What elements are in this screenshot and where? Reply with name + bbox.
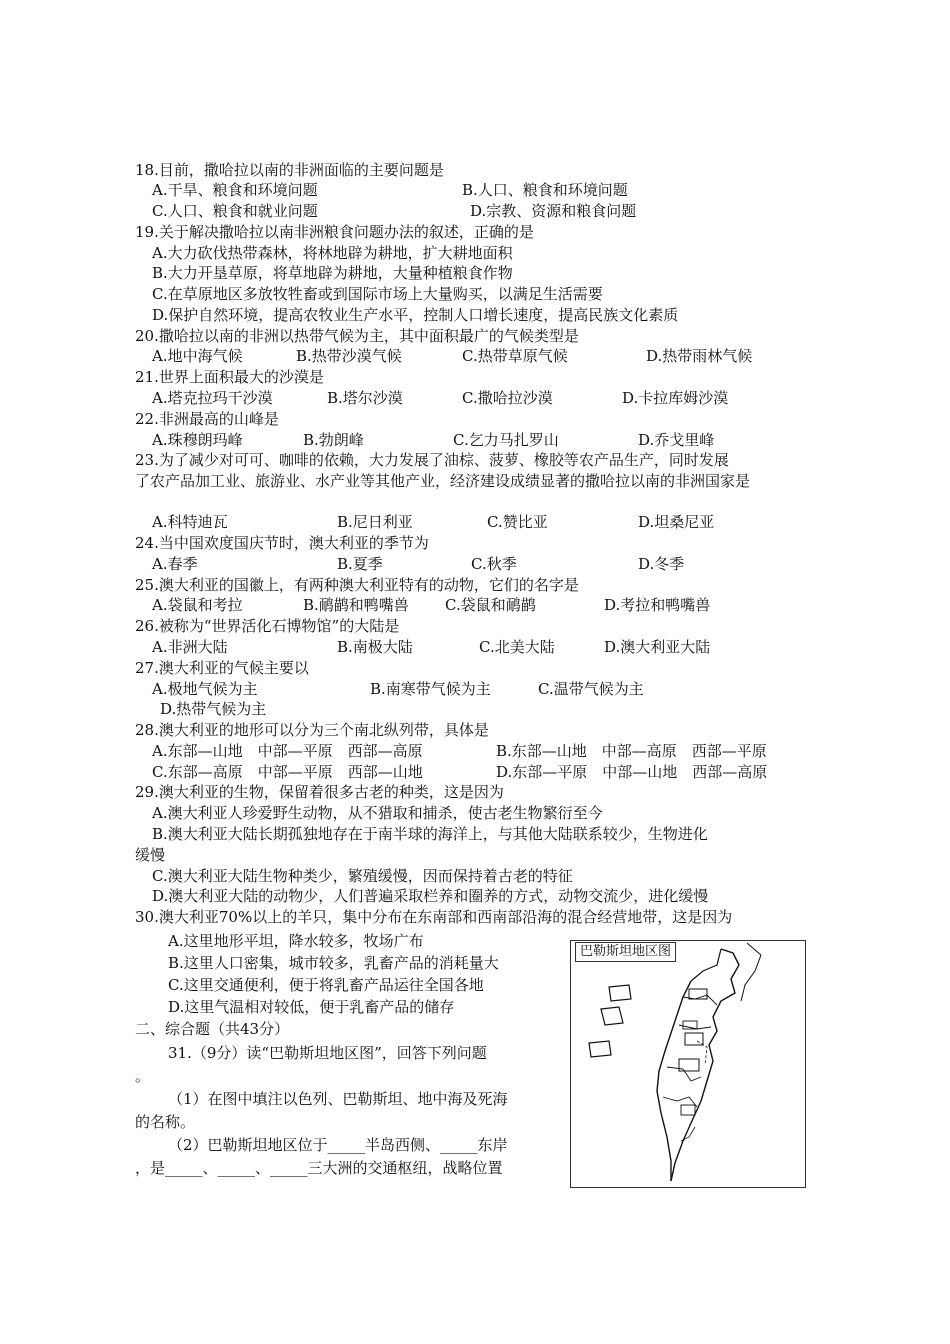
q22-option-c: C.乞力马扎罗山 xyxy=(453,431,559,449)
q21-option-b: B.塔尔沙漠 xyxy=(327,389,403,407)
q21-option-d: D.卡拉库姆沙漠 xyxy=(622,389,729,407)
q28-option-c: C.东部—高原 中部—平原 西部—山地 xyxy=(152,763,423,781)
q23-stem: 23.为了减少对可可、咖啡的依赖，大力发展了油棕、菠萝、橡胶等农产品生产，同时发展 xyxy=(135,451,729,469)
q18-stem: 18.目前，撒哈拉以南的非洲面临的主要问题是 xyxy=(135,161,444,179)
q30-option-b: B.这里人口密集，城市较多，乳畜产品的消耗量大 xyxy=(168,954,499,972)
section-heading: 二、综合题（共43分） xyxy=(135,1020,290,1038)
q28-option-a: A.东部—山地 中部—平原 西部—高原 xyxy=(152,742,423,760)
q29-stem: 29.澳大利亚的生物，保留着很多古老的种类，这是因为 xyxy=(135,783,504,801)
q25-option-c: C.袋鼠和鸸鹋 xyxy=(445,596,536,614)
q23-option-a: A.科特迪瓦 xyxy=(152,513,228,531)
q25-option-b: B.鸸鹋和鸭嘴兽 xyxy=(303,596,409,614)
q18-option-c: C.人口、粮食和就业问题 xyxy=(152,202,318,220)
q21-option-a: A.塔克拉玛干沙漠 xyxy=(152,389,273,407)
q22-stem: 22.非洲最高的山峰是 xyxy=(135,410,279,428)
q27-option-b: B.南寒带气候为主 xyxy=(370,680,491,698)
q21-stem: 21.世界上面积最大的沙漠是 xyxy=(135,368,324,386)
q28-option-d: D.东部—平原 中部—山地 西部—高原 xyxy=(496,763,768,781)
q18-option-b: B.人口、粮食和环境问题 xyxy=(462,181,628,199)
map-title: 巴勒斯坦地区图 xyxy=(575,942,676,962)
q23-stem-cont: 了农产品加工业、旅游业、水产业等其他产业，经济建设成绩显著的撒哈拉以南的非洲国家是 xyxy=(135,472,751,490)
q22-option-a: A.珠穆朗玛峰 xyxy=(152,431,243,449)
q18-option-a: A.干旱、粮食和环境问题 xyxy=(152,181,318,199)
q20-option-b: B.热带沙漠气候 xyxy=(296,347,402,365)
q31-stem: 31.（9分）读“巴勒斯坦地区图”，回答下列问题 xyxy=(168,1044,487,1062)
q26-option-c: C.北美大陆 xyxy=(479,638,555,656)
q29-option-d: D.澳大利亚大陆的动物少，人们普遍采取栏养和圈养的方式，动物交流少，进化缓慢 xyxy=(152,887,709,905)
q21-option-c: C.撒哈拉沙漠 xyxy=(462,389,553,407)
q29-option-b: B.澳大利亚大陆长期孤独地存在于南半球的海洋上，与其他大陆联系较少，生物进化 xyxy=(152,825,708,843)
q27-option-c: C.温带气候为主 xyxy=(538,680,644,698)
q27-stem: 27.澳大利亚的气候主要以 xyxy=(135,659,309,677)
q30-option-d: D.这里气温相对较低，便于乳畜产品的储存 xyxy=(168,998,455,1016)
q19-stem: 19.关于解决撒哈拉以南非洲粮食问题办法的叙述，正确的是 xyxy=(135,223,534,241)
q29-option-a: A.澳大利亚人珍爱野生动物，从不猎取和捕杀，使古老生物繁衍至今 xyxy=(152,804,603,822)
q28-stem: 28.澳大利亚的地形可以分为三个南北纵列带，具体是 xyxy=(135,721,489,739)
q20-option-a: A.地中海气候 xyxy=(152,347,243,365)
q24-option-c: C.秋季 xyxy=(471,555,517,573)
q23-option-d: D.坦桑尼亚 xyxy=(638,513,715,531)
q20-option-d: D.热带雨林气候 xyxy=(646,347,753,365)
q31-part2-cont: ，是_____、_____、_____三大洲的交通枢纽，战略位置 xyxy=(135,1159,503,1177)
q31-part1: （1）在图中填注以色列、巴勒斯坦、地中海及死海 xyxy=(168,1090,508,1108)
q23-option-c: C.赞比亚 xyxy=(487,513,548,531)
q28-option-b: B.东部—山地 中部—高原 西部—平原 xyxy=(496,742,767,760)
q26-option-d: D.澳大利亚大陆 xyxy=(604,638,711,656)
q19-option-c: C.在草原地区多放牧牲畜或到国际市场上大量购买，以满足生活需要 xyxy=(152,285,603,303)
q31-stem-cont: 。 xyxy=(135,1067,151,1085)
q18-option-d: D.宗教、资源和粮食问题 xyxy=(470,202,637,220)
q22-option-b: B.勃朗峰 xyxy=(303,431,364,449)
q22-option-d: D.乔戈里峰 xyxy=(638,431,715,449)
q24-stem: 24.当中国欢度国庆节时，澳大利亚的季节为 xyxy=(135,534,429,552)
q31-part1-cont: 的名称。 xyxy=(135,1113,196,1131)
q24-option-d: D.冬季 xyxy=(638,555,685,573)
q30-option-a: A.这里地形平坦，降水较多，牧场广布 xyxy=(168,932,424,950)
q31-part2: （2）巴勒斯坦地区位于_____半岛西侧、_____东岸 xyxy=(168,1136,508,1154)
q24-option-a: A.春季 xyxy=(152,555,198,573)
q19-option-b: B.大力开垦草原，将草地辟为耕地，大量种植粮食作物 xyxy=(152,264,513,282)
q24-option-b: B.夏季 xyxy=(337,555,383,573)
q19-option-a: A.大力砍伐热带森林，将林地辟为耕地，扩大耕地面积 xyxy=(152,244,513,262)
q27-option-a: A.极地气候为主 xyxy=(152,680,258,698)
q26-stem: 26.被称为“世界活化石博物馆”的大陆是 xyxy=(135,617,400,635)
q26-option-a: A.非洲大陆 xyxy=(152,638,228,656)
q20-stem: 20.撒哈拉以南的非洲以热带气候为主，其中面积最广的气候类型是 xyxy=(135,327,579,345)
q20-option-c: C.热带草原气候 xyxy=(462,347,568,365)
q29-option-b-cont: 缓慢 xyxy=(135,846,166,864)
q30-stem: 30.澳大利亚70%以上的羊只，集中分布在东南部和西南部沿海的混合经营地带，这是因为 xyxy=(135,908,733,926)
q19-option-d: D.保护自然环境，提高农牧业生产水平，控制人口增长速度，提高民族文化素质 xyxy=(152,306,679,324)
q29-option-c: C.澳大利亚大陆生物种类少，繁殖缓慢，因而保持着古老的特征 xyxy=(152,867,573,885)
palestine-map-drawing xyxy=(571,941,805,1187)
q25-stem: 25.澳大利亚的国徽上，有两种澳大利亚特有的动物，它们的名字是 xyxy=(135,576,579,594)
q25-option-d: D.考拉和鸭嘴兽 xyxy=(604,596,711,614)
q26-option-b: B.南极大陆 xyxy=(337,638,413,656)
q30-option-c: C.这里交通便利，便于将乳畜产品运往全国各地 xyxy=(168,976,484,994)
q23-option-b: B.尼日利亚 xyxy=(337,513,413,531)
q25-option-a: A.袋鼠和考拉 xyxy=(152,596,243,614)
q27-option-d: D.热带气候为主 xyxy=(160,700,267,718)
